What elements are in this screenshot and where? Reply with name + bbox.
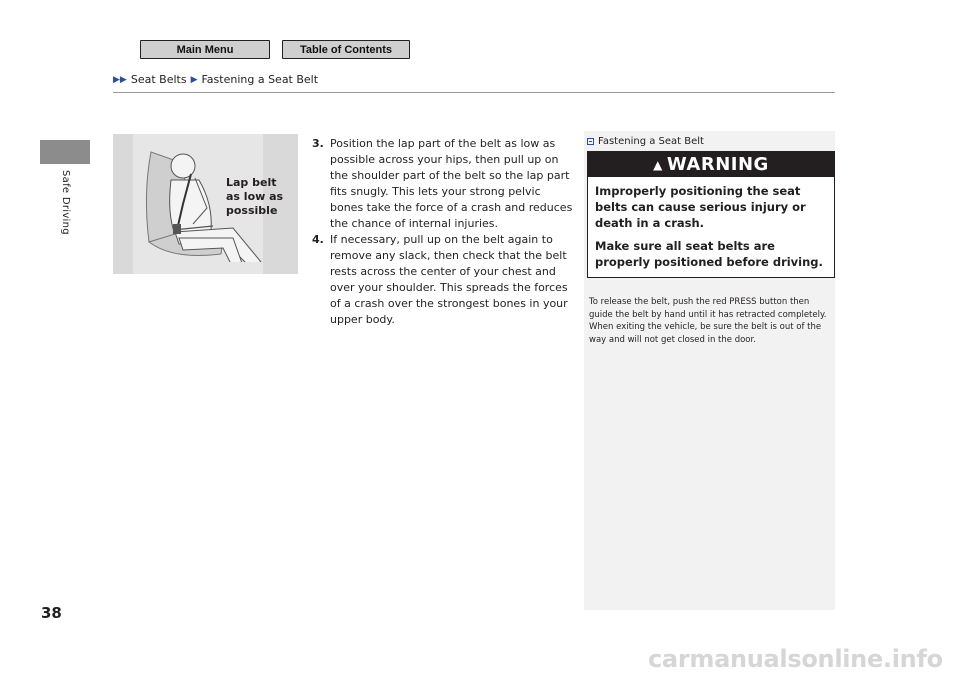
step-3 — [312, 136, 574, 232]
step-number: 3. — [312, 137, 324, 150]
step-text: Position the lap part of the belt as low as possible across your hips, then pull up on the shoulder part of the belt so the lap part fits snugly. This lets your strong pelvic bones take the force of a crash and reduces the chance of internal injuries. — [330, 137, 573, 230]
callout-line-3: possible — [226, 204, 278, 217]
sidebar-heading-text: Fastening a Seat Belt — [598, 136, 704, 147]
warning-paragraph: Make sure all seat belts are properly positioned before driving. — [595, 239, 823, 269]
sidebar-heading — [587, 136, 704, 147]
instruction-steps — [312, 136, 574, 328]
callout-line-2: as low as — [226, 190, 284, 203]
main-menu-button[interactable]: Main Menu — [140, 40, 270, 59]
header-divider — [113, 92, 835, 93]
seat-belt-illustration — [113, 134, 298, 274]
note-paragraph: To release the belt, push the red PRESS button then guide the belt by hand until it has retracted completely. — [589, 297, 827, 320]
section-label: Safe Driving — [60, 170, 71, 235]
double-arrow-icon: ▶▶ — [113, 74, 127, 85]
warning-box — [587, 151, 835, 278]
warning-paragraph: Improperly positioning the seat belts can cause serious injury or death in a crash. — [595, 184, 806, 230]
section-tab-marker — [40, 140, 90, 164]
sidebar-notes — [589, 296, 833, 346]
figure-callout-label — [226, 176, 283, 218]
step-text: If necessary, pull up on the belt again to remove any slack, then check that the belt rests across the center of your chest and over your shoulder. This spreads the forces of a crash over the strongest bones in your upper body. — [330, 233, 568, 326]
table-of-contents-button[interactable]: Table of Contents — [282, 40, 410, 59]
warning-triangle-icon: ▲ — [653, 157, 663, 172]
reference-icon — [587, 138, 594, 145]
callout-line-1: Lap belt — [226, 176, 277, 189]
breadcrumb-item-seat-belts[interactable]: Seat Belts — [130, 73, 187, 86]
breadcrumb — [113, 73, 318, 86]
page-number: 38 — [41, 604, 62, 622]
breadcrumb-item-fastening[interactable]: Fastening a Seat Belt — [201, 73, 319, 86]
warning-body — [588, 177, 834, 270]
step-number: 4. — [312, 233, 324, 246]
watermark: carmanualsonline.info — [648, 645, 943, 673]
arrow-right-icon: ▶ — [190, 74, 198, 85]
note-paragraph: When exiting the vehicle, be sure the belt is out of the way and will not get closed in the door. — [589, 322, 822, 345]
step-4 — [312, 232, 574, 328]
warning-header — [588, 152, 834, 177]
warning-title: WARNING — [666, 154, 769, 175]
